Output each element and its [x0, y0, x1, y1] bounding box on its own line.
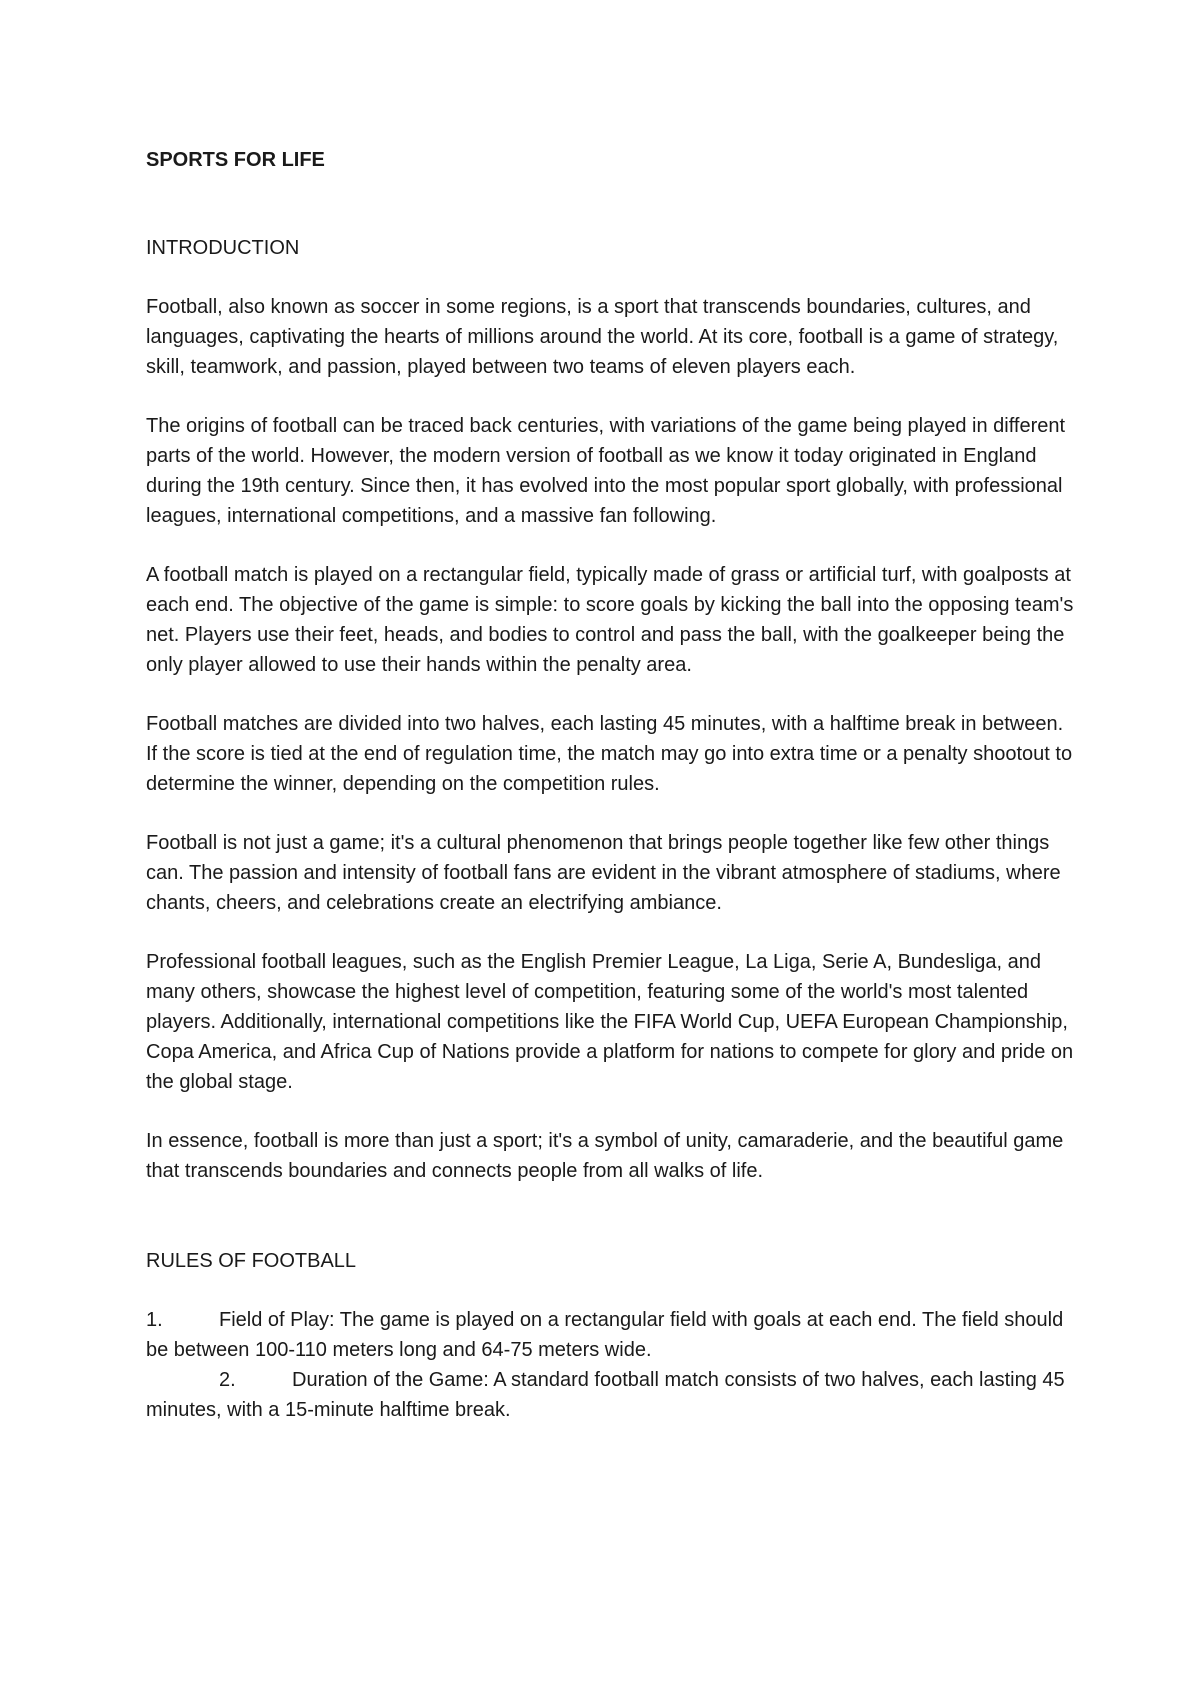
rule-item — [146, 1305, 1076, 1365]
rule-text: Field of Play: The game is played on a rectangular field with goals at each end. The field should be between 100-110 meters long and 64-75 meters wide. — [146, 1309, 1064, 1361]
intro-paragraph-1: Football, also known as soccer in some regions, is a sport that transcends boundaries, cultures, and languages, captivating the hearts of millions around the world. At its core, football is a game of strategy, skill, teamwork, and passion, played between two teams of eleven players each. — [146, 296, 1059, 378]
rules-list — [146, 1305, 1076, 1425]
rule-number: 1. — [146, 1309, 163, 1331]
rule-number: 2. — [219, 1369, 236, 1391]
intro-paragraph-3: A football match is played on a rectangular field, typically made of grass or artificial turf, with goalposts at each end. The objective of the game is simple: to score goals by kicking the ball into the opposing team's net. Players use their feet, heads, and bodies to control and pass the ball, with the goalkeeper being the only player allowed to use their hands within the penalty area. — [146, 564, 1074, 676]
intro-paragraph-7: In essence, football is more than just a sport; it's a symbol of unity, camaraderie, and the beautiful game that transcends boundaries and connects people from all walks of life. — [146, 1130, 1064, 1182]
introduction-heading: INTRODUCTION — [146, 237, 300, 259]
intro-paragraph-2: The origins of football can be traced back centuries, with variations of the game being played in different parts of the world. However, the modern version of football as we know it today originated in England during the 19th century. Since then, it has evolved into the most popular sport globally, with professional leagues, international competitions, and a massive fan following. — [146, 415, 1066, 527]
intro-paragraph-4: Football matches are divided into two halves, each lasting 45 minutes, with a halftime break in between. If the score is tied at the end of regulation time, the match may go into extra time or a penalty shootout to determine the winner, depending on the competition rules. — [146, 713, 1073, 795]
document-title: SPORTS FOR LIFE — [146, 149, 325, 171]
rule-text: Duration of the Game: A standard football match consists of two halves, each lasting 45 minutes, with a 15-minute halftime break. — [146, 1369, 1065, 1421]
rule-item — [146, 1365, 1076, 1425]
rules-heading: RULES OF FOOTBALL — [146, 1250, 357, 1272]
intro-paragraph-5: Football is not just a game; it's a cultural phenomenon that brings people together like few other things can. The passion and intensity of football fans are evident in the vibrant atmosphere of stadiums, where chants, cheers, and celebrations create an electrifying ambiance. — [146, 832, 1061, 914]
document-body — [146, 145, 1076, 1425]
intro-paragraph-6: Professional football leagues, such as the English Premier League, La Liga, Serie A, Bundesliga, and many others, showcase the highest level of competition, featuring some of the world's most talented players. Additionally, international competitions like the FIFA World Cup, UEFA European Championship, Copa America, and Africa Cup of Nations provide a platform for nations to compete for glory and pride on the global stage. — [146, 951, 1074, 1093]
